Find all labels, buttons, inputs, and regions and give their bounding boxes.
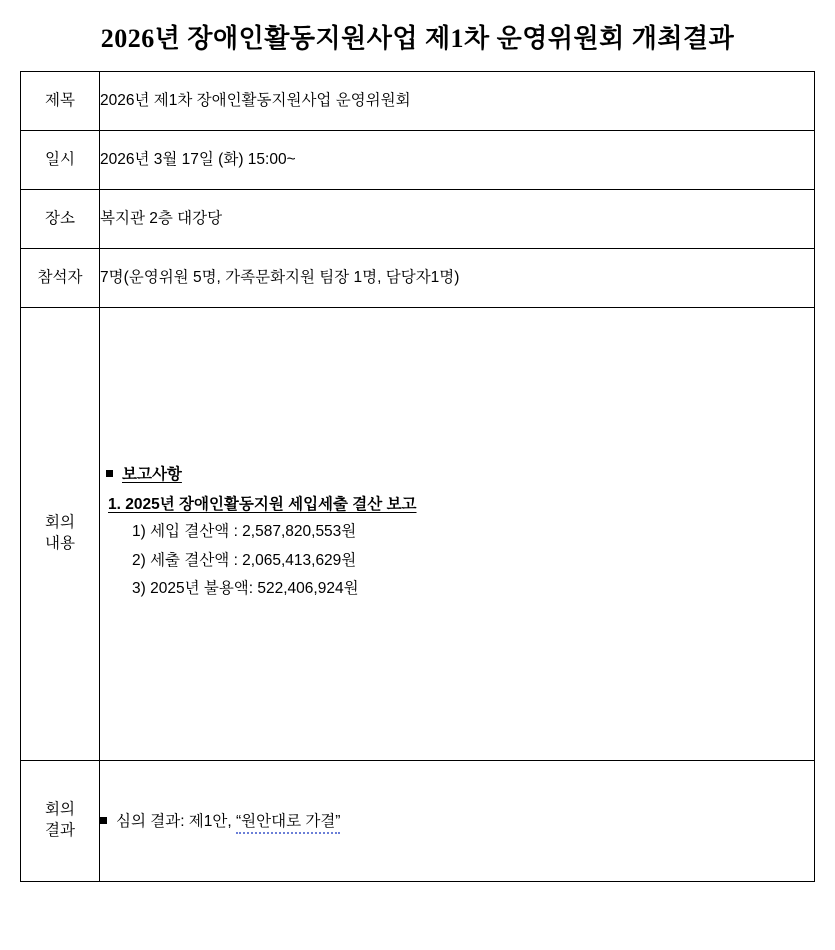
content-subitem-3: 3) 2025년 불용액: 522,406,924원: [132, 580, 359, 598]
row-value-subject: 2026년 제1차 장애인활동지원사업 운영위원회: [100, 72, 815, 131]
meeting-result-table: [20, 71, 815, 882]
content-subitem-1: 1) 세입 결산액 : 2,587,820,553원: [132, 522, 357, 540]
row-label-content: [21, 308, 100, 761]
result-text-quoted: “원안대로 가결”: [236, 809, 340, 834]
row-label-place: 장소: [21, 190, 100, 249]
row-value-place: 복지관 2층 대강당: [100, 190, 815, 249]
square-bullet-icon: [106, 470, 113, 477]
square-bullet-icon: [100, 817, 107, 824]
table-row: [21, 190, 815, 249]
table-row: [21, 131, 815, 190]
row-value-result: [100, 761, 815, 882]
table-row: [21, 761, 815, 882]
row-label-attendees: 참석자: [21, 249, 100, 308]
content-item-1: 1. 2025년 장애인활동지원 세입세출 결산 보고: [108, 495, 417, 513]
table-row: [21, 249, 815, 308]
row-label-content-line1: 회의: [45, 514, 75, 532]
content-subitem-2: 2) 세출 결산액 : 2,065,413,629원: [132, 551, 357, 569]
result-text-prefix: 심의 결과: 제1안,: [116, 812, 232, 830]
content-heading-line: [106, 462, 814, 484]
row-label-datetime: 일시: [21, 131, 100, 190]
row-value-datetime: 2026년 3월 17일 (화) 15:00~: [100, 131, 815, 190]
document-page: [0, 18, 835, 950]
table-row: [21, 72, 815, 131]
table-row: [21, 308, 815, 761]
row-label-subject: 제목: [21, 72, 100, 131]
row-label-result-line1: 회의: [45, 801, 75, 819]
page-title: 2026년 장애인활동지원사업 제1차 운영위원회 개최결과: [100, 24, 735, 53]
result-line: [100, 809, 814, 834]
content-body: [100, 462, 814, 602]
row-label-result-line2: 결과: [45, 822, 75, 839]
row-value-content: [100, 308, 815, 761]
row-label-result: [21, 761, 100, 882]
content-heading: 보고사항: [122, 465, 182, 483]
row-value-attendees: 7명(운영위원 5명, 가족문화지원 팀장 1명, 담당자1명): [100, 249, 815, 308]
row-label-content-line2: 내용: [45, 535, 75, 552]
